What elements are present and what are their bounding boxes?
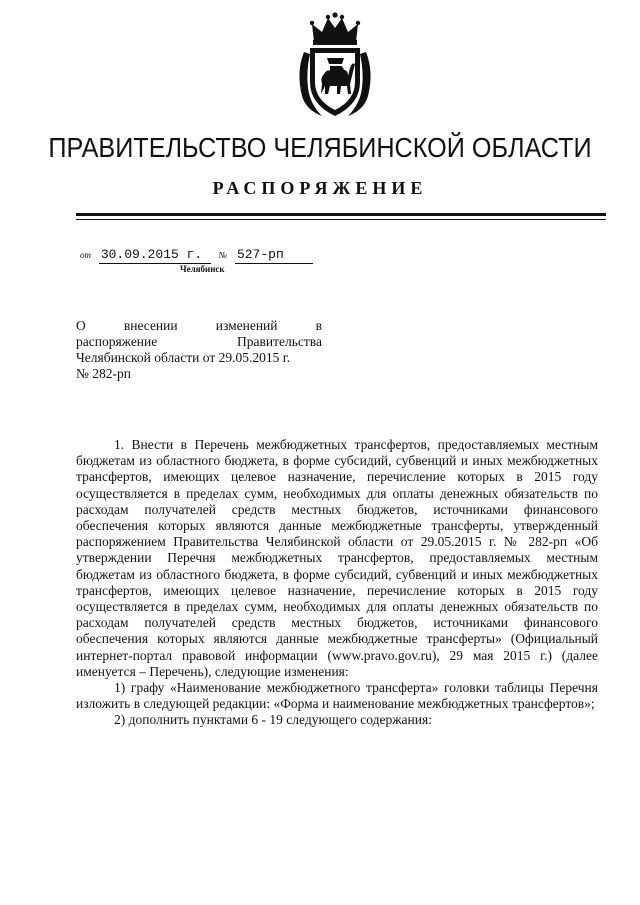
subject-block: [76, 318, 322, 382]
subject-line: распоряжение Правительства: [76, 334, 322, 349]
government-title: ПРАВИТЕЛЬСТВО ЧЕЛЯБИНСКОЙ ОБЛАСТИ: [48, 132, 592, 163]
document-body: [76, 437, 598, 729]
header-divider-thick: [76, 213, 606, 216]
subject-line: № 282-рп: [76, 366, 131, 381]
coat-of-arms-icon: [292, 12, 378, 122]
subject-line: Челябинской области от 29.05.2015 г.: [76, 350, 291, 365]
body-paragraph: 1) графу «Наименование межбюджетного трансферта» головки таблицы Перечня изложить в следующей редакции: «Форма и наименование межбюджетных трансфертов»;: [76, 680, 598, 712]
city-name: Челябинск: [180, 264, 225, 274]
document-date: 30.09.2015 г.: [99, 247, 211, 264]
document-number: 527-рп: [235, 247, 313, 264]
header-divider-thin: [76, 219, 606, 220]
number-label: №: [218, 250, 228, 260]
date-from-label: от: [80, 250, 91, 260]
subject-line: О внесении изменений в: [76, 318, 322, 333]
date-line: [80, 247, 313, 264]
body-paragraph: 2) дополнить пунктами 6 - 19 следующего содержания:: [114, 712, 432, 728]
body-paragraph: 1. Внести в Перечень межбюджетных трансфертов, предоставляемых местным бюджетам из областного бюджета, в форме субсидий, субвенций и иных межбюджетных трансфертов, имеющих целевое назначение, перечисление которых в 2015 году осуществляется в пределах сумм, необходимых для оплаты денежных обязательств по расходам получателей средств местных бюджетов, источниками финансового обеспечения которых являются данные межбюджетные трансферты, утвержденный распоряжением Правительства Челябинской области от 29.05.2015 г. № 282-рп «Об утверждении Перечня межбюджетных трансфертов, предоставляемых местным бюджетам из областного бюджета, в форме субсидий, субвенций и иных межбюджетных трансфертов, имеющих целевое назначение, перечисление которых в 2015 году осуществляется в пределах сумм, необходимых для оплаты денежных обязательств по расходам получателей средств местных бюджетов, источниками финансового обеспечения которых являются данные межбюджетные трансферты» (Официальный интернет-портал правовой информации (www.pravo.gov.ru), 29 мая 2015 г.) (далее именуется – Перечень), следующие изменения:: [76, 437, 598, 679]
document-type-title: РАСПОРЯЖЕНИЕ: [212, 178, 428, 198]
